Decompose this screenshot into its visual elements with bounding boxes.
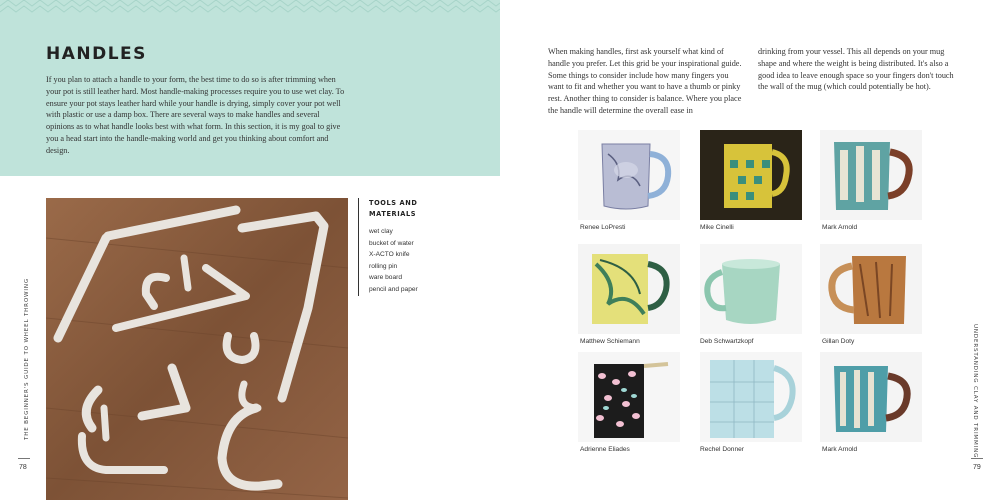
teal-header-band — [0, 0, 500, 176]
mug-caption: Mark Arnold — [822, 446, 858, 453]
mug-caption: Renee LoPresti — [580, 224, 626, 231]
mug-caption: Deb Schwartzkopf — [700, 338, 754, 345]
running-title-left: THE BEGINNER'S GUIDE TO WHEEL THROWING — [24, 278, 30, 440]
mug-photo — [578, 244, 680, 334]
mug-photo — [700, 352, 802, 442]
clay-handles-photo — [46, 198, 348, 500]
mug-caption: Mark Arnold — [822, 224, 858, 231]
mug-caption: Gillan Doty — [822, 338, 855, 345]
mug-caption: Mike Cinelli — [700, 224, 734, 231]
tools-sidebar — [358, 198, 439, 296]
tools-item: bucket of water — [369, 239, 414, 247]
tools-list — [369, 226, 439, 296]
page-number-rule — [971, 458, 983, 459]
tools-item: pencil and paper — [369, 285, 418, 293]
mug-photo — [578, 352, 680, 442]
tools-item: X-ACTO knife — [369, 251, 410, 259]
body-text-column-1: When making handles, first ask yourself what kind of handle you prefer. Let this grid be your inspirational guide. Some things to consider include how many fingers you want to fit and whether you want to have a thumb or pinky rest. Another thing to consider is balance. Where you place the handle will determine the overall ease in — [548, 47, 742, 115]
page-number-left: 78 — [19, 464, 27, 471]
tools-item: ware board — [369, 274, 402, 282]
mug-photo — [820, 352, 922, 442]
tools-item: rolling pin — [369, 262, 398, 270]
running-title-right: UNDERSTANDING CLAY AND TRIMMING — [972, 324, 978, 459]
mug-caption: Matthew Schiemann — [580, 338, 640, 345]
mug-caption: Adrienne Eliades — [580, 446, 630, 453]
mug-photo — [820, 244, 922, 334]
mug-photo — [820, 130, 922, 220]
body-text-column-2: drinking from your vessel. This all depends on your mug shape and where the weight is being distributed. It's also a good idea to leave enough space so your fingers don't touch the wall of the mug (which could potentially be hot). — [758, 47, 954, 92]
mug-photo — [578, 130, 680, 220]
tools-title: TOOLS AND MATERIALS — [369, 199, 418, 218]
mug-caption: Rechel Donner — [700, 446, 744, 453]
intro-paragraph: If you plan to attach a handle to your form, the best time to do so is after trimming when your pot is still leather hard. Most handle-making processes require you to use wet clay. To ensure your pot stays leather hard while your handle is drying, simply cover your pot well with plastic or use a damp box. There are several ways to make handles and several opinions as to what handle looks best with what form. In this section, it is my goal to give you a head start into the handle-making world and get you thinking about comfort and design. — [46, 75, 345, 155]
section-heading: HANDLES — [46, 44, 147, 64]
tools-item: wet clay — [369, 228, 393, 235]
mug-photo — [700, 130, 802, 220]
page-number-rule — [18, 458, 30, 459]
page-number-right: 79 — [973, 464, 981, 471]
mug-photo — [700, 244, 802, 334]
